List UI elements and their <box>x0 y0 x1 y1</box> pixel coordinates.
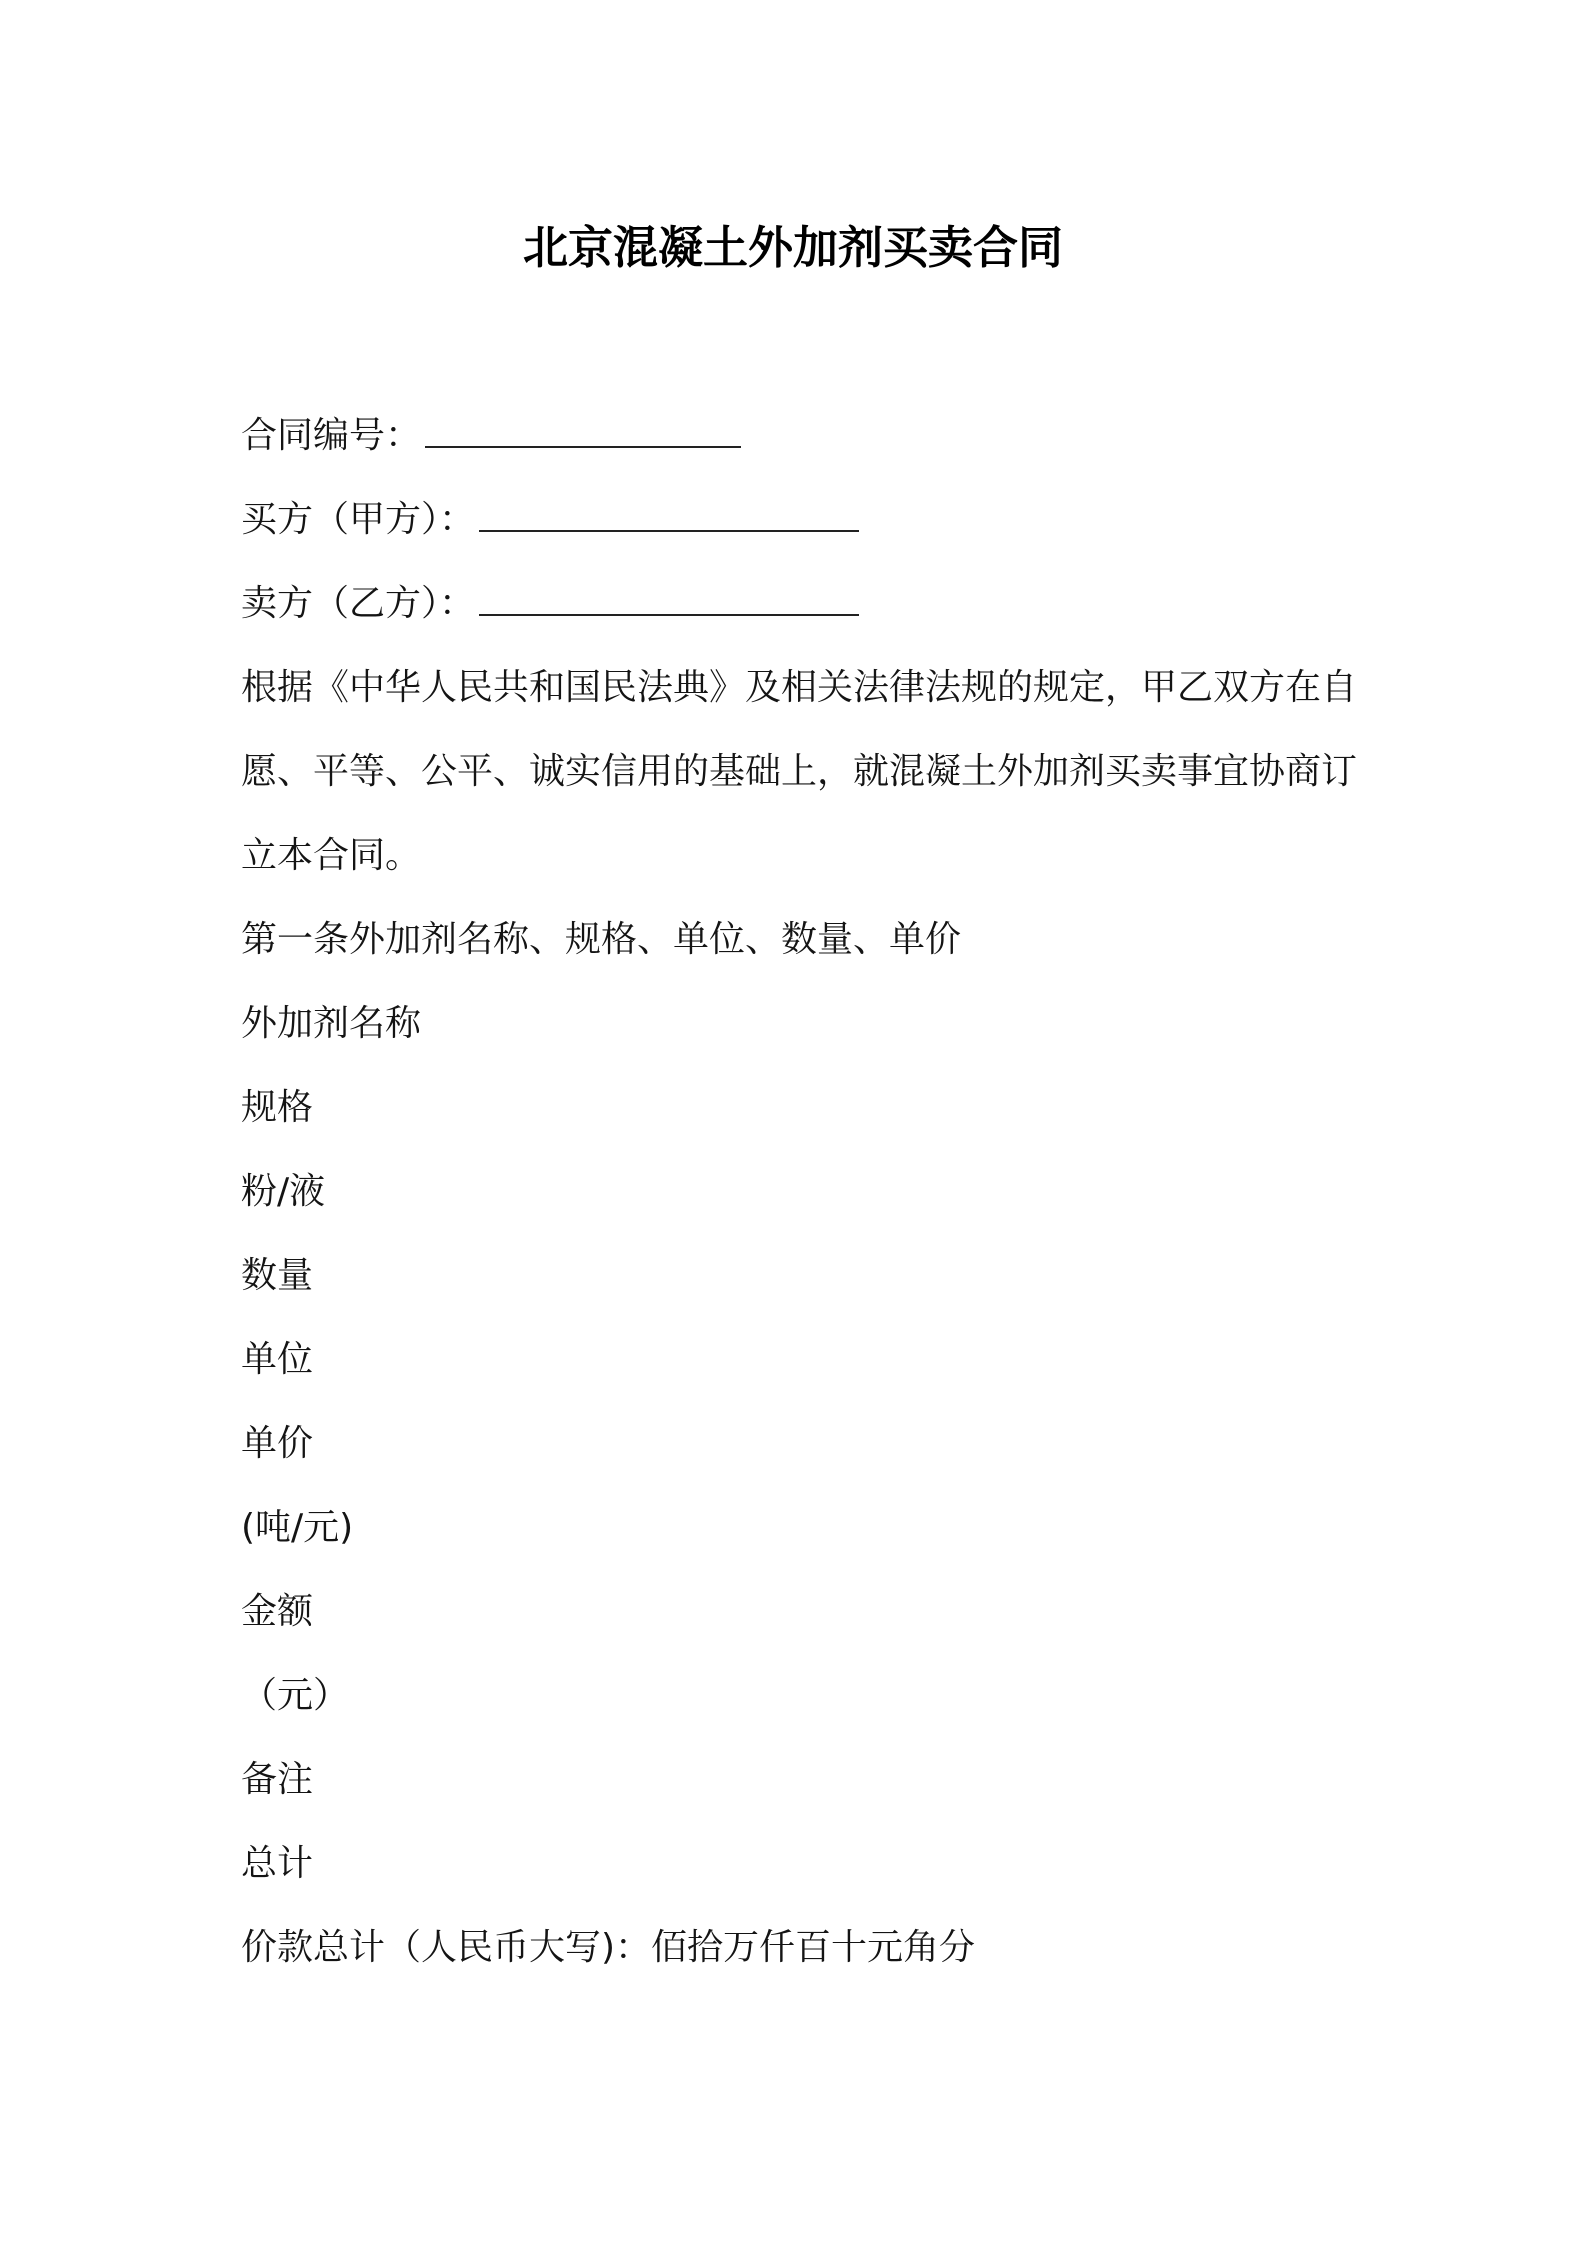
intro-paragraph: 根据《中华人民共和国民法典》及相关法律法规的规定，甲乙双方在自愿、平等、公平、诚实信用的基础上，就混凝土外加剂买卖事宜协商订立本合同。 <box>241 667 1358 876</box>
article-1-heading: 第一条外加剂名称、规格、单位、数量、单价 <box>241 919 962 960</box>
total-amount-line: 价款总计（人民币大写)：佰拾万仟百十元角分 <box>241 1927 976 1968</box>
spec-label: 规格 <box>241 1087 314 1128</box>
document-body <box>241 394 1361 1990</box>
contract-number-label: 合同编号： <box>241 415 422 456</box>
unit-price-label: 单价 <box>241 1423 314 1464</box>
seller-field <box>241 562 1361 646</box>
contract-number-field <box>241 394 1361 478</box>
buyer-blank <box>479 478 859 532</box>
amount-label: 金额 <box>241 1591 314 1632</box>
form-label: 粉/液 <box>241 1171 326 1212</box>
unit-label: 单位 <box>241 1339 314 1380</box>
contract-number-blank <box>425 394 741 448</box>
amount-unit: （元） <box>241 1675 350 1716</box>
unit-price-unit: (吨/元) <box>241 1507 354 1548</box>
remarks-label: 备注 <box>241 1759 314 1800</box>
buyer-label: 买方（甲方）： <box>241 499 476 540</box>
total-label: 总计 <box>241 1843 314 1884</box>
seller-label: 卖方（乙方）： <box>241 583 476 624</box>
item-name-label: 外加剂名称 <box>241 1003 422 1044</box>
document-title: 北京混凝土外加剂买卖合同 <box>522 221 1063 274</box>
seller-blank <box>479 562 859 616</box>
quantity-label: 数量 <box>241 1255 314 1296</box>
buyer-field <box>241 478 1361 562</box>
